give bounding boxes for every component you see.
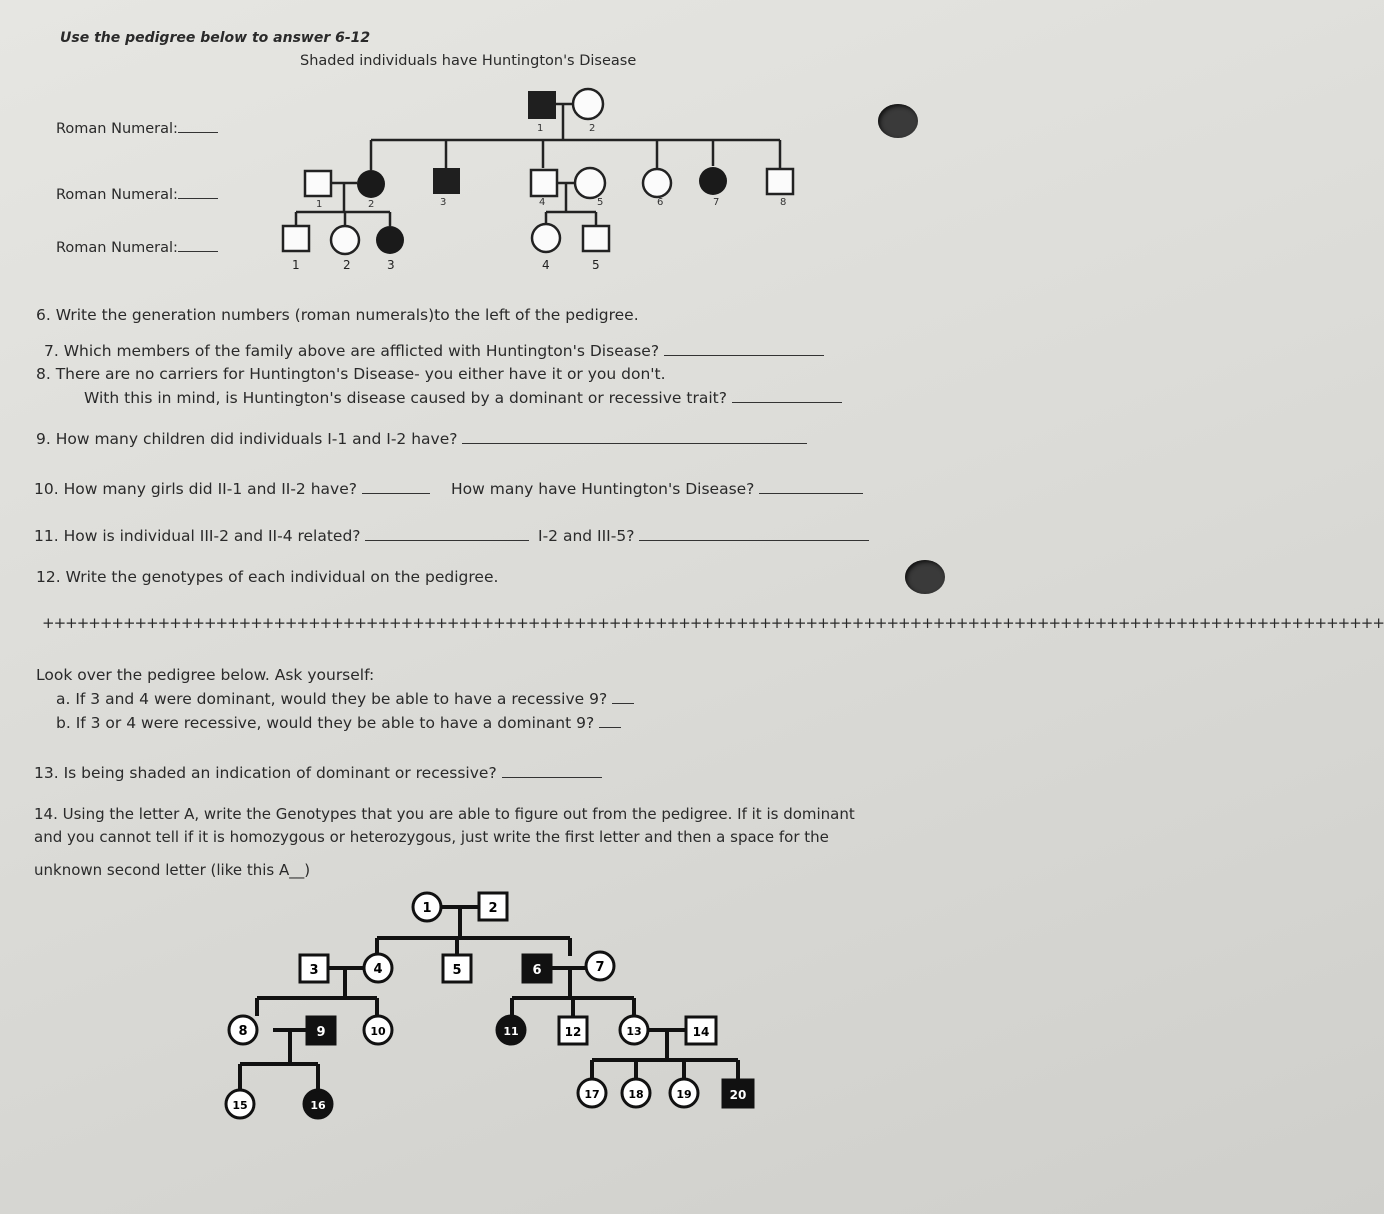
- pedigree1-gen2-male-3: [433, 168, 460, 194]
- pedigree2-label-1: 1: [422, 901, 432, 916]
- question-a: a. If 3 and 4 were dominant, would they be able to have a recessive 9?: [56, 689, 634, 708]
- pedigree2-label-3: 3: [309, 963, 319, 978]
- question-11-part-2: I-2 and III-5?: [538, 526, 869, 545]
- pedigree2-label-12: 12: [564, 1025, 582, 1039]
- pedigree1-gen2-male-1: [305, 171, 331, 196]
- pedigree1-gen1-number: 2: [589, 123, 596, 134]
- pedigree1-gen3-number: 5: [592, 258, 600, 272]
- question-6: 6. Write the generation numbers (roman numerals)to the left of the pedigree.: [36, 306, 639, 324]
- question-11: 11. How is individual III-2 and II-4 related?: [34, 526, 529, 545]
- section-divider: ++++++++++++++++++++++++++++++++++++++++++++++++++++++++++++++++++++++++++++++++++++++++++++++++++++++++++++++++++++: [42, 614, 1384, 632]
- pedigree1-gen3-male-1: [283, 226, 309, 251]
- instruction-heading: Use the pedigree below to answer 6-12: [60, 30, 371, 46]
- question-14-line-1: 14. Using the letter A, write the Genotypes that you are able to figure out from the pedigree. If it is dominant: [34, 805, 855, 823]
- generation-label-2: Roman Numeral:: [56, 184, 218, 203]
- pedigree1-gen2-number: 7: [713, 197, 720, 208]
- pedigree2-label-9: 9: [316, 1025, 326, 1040]
- binder-hole: [905, 560, 945, 594]
- question-14-line-2: and you cannot tell if it is homozygous or heterozygous, just write the first letter and then a space for the: [34, 828, 829, 846]
- pedigree2-label-20: 20: [729, 1088, 747, 1102]
- pedigree2-label-19: 19: [676, 1088, 692, 1101]
- pedigree2-label-7: 7: [595, 960, 605, 975]
- pedigree1-gen3-number: 4: [542, 258, 550, 272]
- pedigree1-gen2-male-8: [767, 169, 793, 194]
- pedigree2-label-17: 17: [584, 1088, 600, 1101]
- question-10-part-2: How many have Huntington's Disease?: [451, 479, 863, 498]
- pedigree1-gen1-female-2: [573, 89, 603, 119]
- pedigree1-gen2-number: 6: [657, 197, 664, 208]
- pedigree1-gen2-female-5: [575, 168, 605, 198]
- pedigree2-label-6: 6: [532, 963, 542, 978]
- pedigree1-gen2-male-4: [531, 170, 557, 196]
- pedigree1-gen3-male-5: [583, 226, 609, 251]
- pedigree1-gen2-number: 2: [368, 199, 375, 210]
- pedigree2-label-2: 2: [488, 901, 498, 916]
- pedigree1-gen2-female-2: [357, 170, 385, 198]
- pedigree1-gen3-female-4: [532, 224, 560, 252]
- question-14-line-3: unknown second letter (like this A__): [34, 861, 311, 879]
- question-8: 8. There are no carriers for Huntington's Disease- you either have it or you don't.: [36, 365, 666, 383]
- pedigree1-gen3-number: 3: [387, 258, 395, 272]
- question-12: 12. Write the genotypes of each individual on the pedigree.: [36, 568, 499, 586]
- pedigree1-gen2-female-6: [643, 169, 671, 197]
- pedigree2-label-8: 8: [238, 1024, 248, 1039]
- pedigree2-label-13: 13: [626, 1025, 642, 1038]
- section-2-intro: Look over the pedigree below. Ask yourself:: [36, 666, 375, 684]
- pedigree1-gen3-number: 2: [343, 258, 351, 272]
- pedigree1-gen1-male-1: [529, 92, 555, 118]
- pedigree1-gen3-female-3: [376, 226, 404, 254]
- pedigree1-gen3-number: 1: [292, 258, 300, 272]
- question-10: 10. How many girls did II-1 and II-2 have?: [34, 479, 430, 498]
- pedigree1-gen2-number: 8: [780, 197, 787, 208]
- pedigree2-label-4: 4: [373, 962, 383, 977]
- pedigree2-label-10: 10: [370, 1025, 386, 1038]
- pedigree2-label-15: 15: [232, 1099, 248, 1112]
- generation-label-3: Roman Numeral:: [56, 237, 218, 256]
- pedigree1-gen2-number: 4: [539, 197, 546, 208]
- pedigree-subtitle: Shaded individuals have Huntington's Disease: [300, 53, 637, 69]
- question-b: b. If 3 or 4 were recessive, would they be able to have a dominant 9?: [56, 713, 621, 732]
- pedigree1-gen2-number: 1: [316, 199, 323, 210]
- pedigree-chart-2: [0, 880, 937, 1140]
- generation-label-1: Roman Numeral:: [56, 118, 218, 137]
- pedigree1-gen2-number: 3: [440, 197, 447, 208]
- pedigree2-label-11: 11: [503, 1025, 519, 1038]
- pedigree2-label-5: 5: [452, 963, 462, 978]
- question-8-part-2: With this in mind, is Huntington's disease caused by a dominant or recessive trait?: [84, 388, 842, 407]
- pedigree1-gen2-female-7: [699, 167, 727, 195]
- pedigree1-gen1-number: 1: [537, 123, 544, 134]
- pedigree2-label-14: 14: [692, 1025, 710, 1039]
- pedigree2-label-18: 18: [628, 1088, 644, 1101]
- pedigree2-label-16: 16: [310, 1099, 326, 1112]
- question-9: 9. How many children did individuals I-1 and I-2 have?: [36, 429, 807, 448]
- pedigree1-gen2-number: 5: [597, 197, 604, 208]
- question-7: 7. Which members of the family above are afflicted with Huntington's Disease?: [44, 341, 824, 360]
- pedigree1-gen3-female-2: [331, 226, 359, 254]
- pedigree-chart-1: [0, 0, 937, 290]
- question-13: 13. Is being shaded an indication of dominant or recessive?: [34, 763, 602, 782]
